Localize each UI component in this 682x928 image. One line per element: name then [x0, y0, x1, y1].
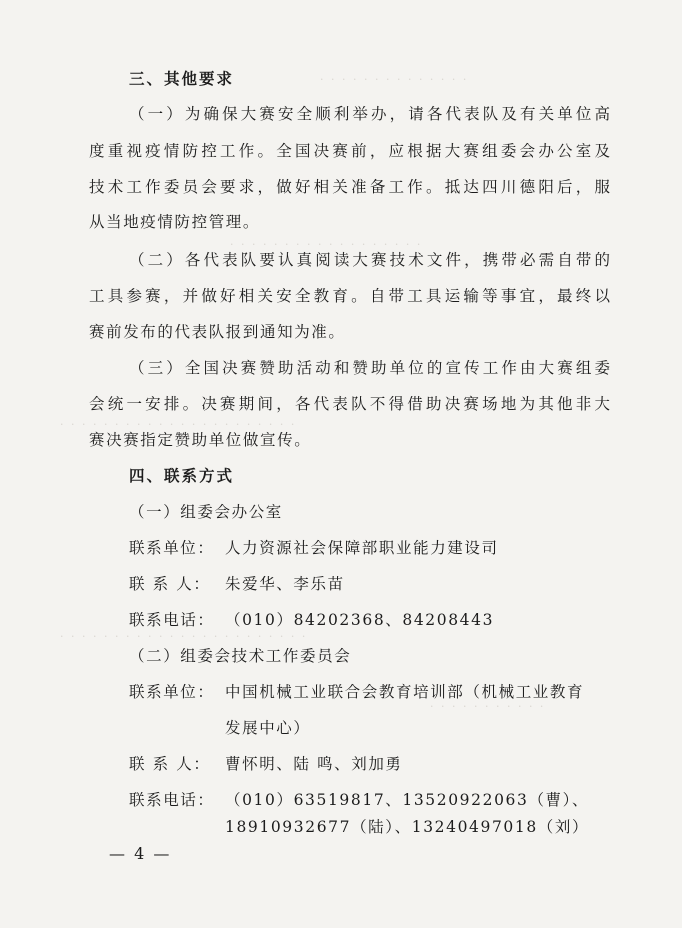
org2-person-value: 曹怀明、陆 鸣、刘加勇 — [225, 755, 403, 773]
org2-phone-label: 联系电话： — [129, 791, 215, 809]
org1-phone-row — [129, 610, 494, 630]
bleed-through-texture: · · · · · · · · · · · — [430, 700, 546, 713]
paragraph-1-line-3: 技术工作委员会要求，做好相关准备工作。抵达四川德阳后，服 — [89, 178, 610, 196]
org1-unit-label: 联系单位： — [129, 539, 215, 557]
org2-unit-value-line-1: 中国机械工业联合会教育培训部（机械工业教育 — [225, 683, 585, 701]
paragraph-3-line-1: （三）全国决赛赞助活动和赞助单位的宣传工作由大赛组委 — [129, 359, 610, 377]
org2-phone-value-line-2: 18910932677（陆）、13240497018（刘） — [225, 818, 590, 836]
org2-unit-label: 联系单位： — [129, 683, 215, 701]
paragraph-3-line-2: 会统一安排。决赛期间，各代表队不得借助决赛场地为其他非大 — [89, 395, 610, 413]
paragraph-1-line-4: 从当地疫情防控管理。 — [89, 213, 261, 231]
org1-title: （一）组委会办公室 — [129, 503, 283, 521]
org1-person-value: 朱爱华、李乐苗 — [225, 575, 345, 593]
org1-person-row — [129, 574, 345, 594]
section-heading-other-requirements: 三、其他要求 — [129, 69, 235, 88]
org2-phone-value-line-1: （010）63519817、13520922063（曹）、 — [225, 791, 590, 809]
org2-unit-value-line-2: 发展中心） — [225, 719, 311, 737]
bleed-through-texture: · · · · · · · · · · · · · · — [320, 73, 469, 86]
org2-person-row — [129, 754, 403, 774]
paragraph-2-line-2: 工具参赛，并做好相关安全教育。自带工具运输等事宜，最终以 — [89, 287, 610, 305]
bleed-through-texture: · · · · · · · · · · · · · · · · · · · · · · · — [60, 630, 308, 643]
section-heading-contact-info: 四、联系方式 — [129, 466, 235, 485]
paragraph-3-line-3: 赛决赛指定赞助单位做宣传。 — [89, 431, 312, 449]
paragraph-2-line-1: （二）各代表队要认真阅读大赛技术文件，携带必需自带的 — [129, 251, 610, 269]
paragraph-1-line-1: （一）为确保大赛安全顺利举办，请各代表队及有关单位高 — [129, 105, 610, 123]
bleed-through-texture: · · · · · · · · · · · · · · · · · · — [230, 238, 423, 251]
org1-phone-value: （010）84202368、84208443 — [225, 611, 495, 629]
page-number: — 4 — — [109, 844, 172, 863]
org1-phone-label: 联系电话： — [129, 611, 215, 629]
org1-unit-row — [129, 538, 499, 558]
org2-phone-row — [129, 790, 589, 810]
bleed-through-texture: · · · · · · · · · · · · · · · · · · · · · · — [60, 418, 297, 431]
org2-unit-row — [129, 682, 584, 702]
paragraph-2-line-3: 赛前发布的代表队报到通知为准。 — [89, 323, 346, 341]
org1-person-label: 联 系 人： — [129, 575, 211, 593]
org2-person-label: 联 系 人： — [129, 755, 211, 773]
org1-unit-value: 人力资源社会保障部职业能力建设司 — [225, 539, 499, 557]
paragraph-1-line-2: 度重视疫情防控工作。全国决赛前，应根据大赛组委会办公室及 — [89, 142, 610, 160]
org2-title: （二）组委会技术工作委员会 — [129, 647, 352, 665]
